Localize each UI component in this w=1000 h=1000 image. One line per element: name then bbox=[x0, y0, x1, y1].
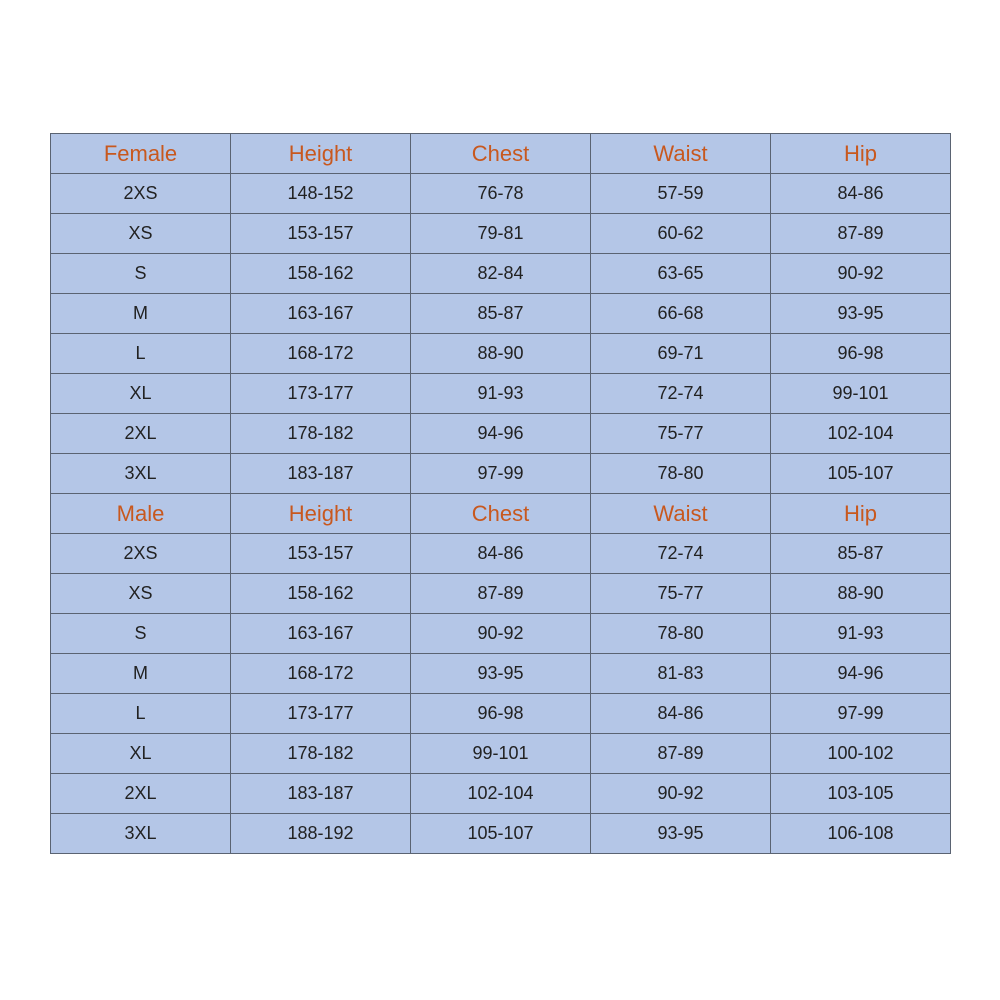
size-label-cell: 2XL bbox=[51, 414, 231, 454]
size-label-cell: 3XL bbox=[51, 454, 231, 494]
column-header: Chest bbox=[411, 134, 591, 174]
measurement-cell: 178-182 bbox=[231, 414, 411, 454]
measurement-cell: 88-90 bbox=[771, 574, 951, 614]
measurement-cell: 91-93 bbox=[771, 614, 951, 654]
measurement-cell: 158-162 bbox=[231, 574, 411, 614]
measurement-cell: 88-90 bbox=[411, 334, 591, 374]
measurement-cell: 90-92 bbox=[771, 254, 951, 294]
measurement-cell: 105-107 bbox=[411, 814, 591, 854]
size-label-cell: L bbox=[51, 334, 231, 374]
measurement-cell: 96-98 bbox=[771, 334, 951, 374]
table-row bbox=[51, 214, 951, 254]
measurement-cell: 102-104 bbox=[411, 774, 591, 814]
measurement-cell: 78-80 bbox=[591, 614, 771, 654]
measurement-cell: 93-95 bbox=[411, 654, 591, 694]
measurement-cell: 90-92 bbox=[411, 614, 591, 654]
measurement-cell: 60-62 bbox=[591, 214, 771, 254]
measurement-cell: 148-152 bbox=[231, 174, 411, 214]
column-header: Height bbox=[231, 494, 411, 534]
measurement-cell: 72-74 bbox=[591, 534, 771, 574]
table-row bbox=[51, 694, 951, 734]
measurement-cell: 178-182 bbox=[231, 734, 411, 774]
column-header: Waist bbox=[591, 134, 771, 174]
size-label-cell: M bbox=[51, 654, 231, 694]
column-header: Waist bbox=[591, 494, 771, 534]
size-label-cell: S bbox=[51, 614, 231, 654]
measurement-cell: 105-107 bbox=[771, 454, 951, 494]
measurement-cell: 158-162 bbox=[231, 254, 411, 294]
measurement-cell: 63-65 bbox=[591, 254, 771, 294]
measurement-cell: 57-59 bbox=[591, 174, 771, 214]
table-row bbox=[51, 454, 951, 494]
measurement-cell: 97-99 bbox=[771, 694, 951, 734]
measurement-cell: 168-172 bbox=[231, 334, 411, 374]
size-label-cell: 3XL bbox=[51, 814, 231, 854]
size-label-cell: 2XS bbox=[51, 174, 231, 214]
measurement-cell: 87-89 bbox=[591, 734, 771, 774]
table-row bbox=[51, 414, 951, 454]
size-label-cell: L bbox=[51, 694, 231, 734]
measurement-cell: 84-86 bbox=[411, 534, 591, 574]
measurement-cell: 72-74 bbox=[591, 374, 771, 414]
table-row bbox=[51, 734, 951, 774]
table-row bbox=[51, 574, 951, 614]
measurement-cell: 99-101 bbox=[411, 734, 591, 774]
size-label-cell: 2XL bbox=[51, 774, 231, 814]
column-header: Chest bbox=[411, 494, 591, 534]
column-header: Height bbox=[231, 134, 411, 174]
measurement-cell: 91-93 bbox=[411, 374, 591, 414]
measurement-cell: 87-89 bbox=[771, 214, 951, 254]
measurement-cell: 94-96 bbox=[771, 654, 951, 694]
measurement-cell: 75-77 bbox=[591, 414, 771, 454]
table-row bbox=[51, 174, 951, 214]
column-header: Male bbox=[51, 494, 231, 534]
measurement-cell: 66-68 bbox=[591, 294, 771, 334]
measurement-cell: 94-96 bbox=[411, 414, 591, 454]
measurement-cell: 106-108 bbox=[771, 814, 951, 854]
column-header: Hip bbox=[771, 494, 951, 534]
table-row bbox=[51, 774, 951, 814]
measurement-cell: 82-84 bbox=[411, 254, 591, 294]
measurement-cell: 90-92 bbox=[591, 774, 771, 814]
male-header-row bbox=[51, 494, 951, 534]
measurement-cell: 100-102 bbox=[771, 734, 951, 774]
measurement-cell: 81-83 bbox=[591, 654, 771, 694]
measurement-cell: 183-187 bbox=[231, 454, 411, 494]
female-header-row bbox=[51, 134, 951, 174]
measurement-cell: 75-77 bbox=[591, 574, 771, 614]
size-label-cell: M bbox=[51, 294, 231, 334]
size-label-cell: XL bbox=[51, 734, 231, 774]
measurement-cell: 76-78 bbox=[411, 174, 591, 214]
size-label-cell: XS bbox=[51, 214, 231, 254]
measurement-cell: 79-81 bbox=[411, 214, 591, 254]
measurement-cell: 103-105 bbox=[771, 774, 951, 814]
table-row bbox=[51, 374, 951, 414]
column-header: Hip bbox=[771, 134, 951, 174]
table-row bbox=[51, 614, 951, 654]
measurement-cell: 102-104 bbox=[771, 414, 951, 454]
measurement-cell: 163-167 bbox=[231, 614, 411, 654]
measurement-cell: 97-99 bbox=[411, 454, 591, 494]
measurement-cell: 85-87 bbox=[411, 294, 591, 334]
table-row bbox=[51, 654, 951, 694]
table-row bbox=[51, 334, 951, 374]
size-chart-table bbox=[50, 133, 951, 854]
size-label-cell: 2XS bbox=[51, 534, 231, 574]
size-label-cell: XL bbox=[51, 374, 231, 414]
table-row bbox=[51, 254, 951, 294]
measurement-cell: 99-101 bbox=[771, 374, 951, 414]
size-label-cell: S bbox=[51, 254, 231, 294]
measurement-cell: 163-167 bbox=[231, 294, 411, 334]
column-header: Female bbox=[51, 134, 231, 174]
measurement-cell: 153-157 bbox=[231, 214, 411, 254]
measurement-cell: 93-95 bbox=[591, 814, 771, 854]
size-label-cell: XS bbox=[51, 574, 231, 614]
table-row bbox=[51, 814, 951, 854]
measurement-cell: 183-187 bbox=[231, 774, 411, 814]
size-chart-body bbox=[51, 134, 951, 854]
measurement-cell: 84-86 bbox=[591, 694, 771, 734]
measurement-cell: 153-157 bbox=[231, 534, 411, 574]
table-row bbox=[51, 534, 951, 574]
measurement-cell: 173-177 bbox=[231, 694, 411, 734]
measurement-cell: 87-89 bbox=[411, 574, 591, 614]
measurement-cell: 69-71 bbox=[591, 334, 771, 374]
measurement-cell: 96-98 bbox=[411, 694, 591, 734]
measurement-cell: 84-86 bbox=[771, 174, 951, 214]
measurement-cell: 85-87 bbox=[771, 534, 951, 574]
table-row bbox=[51, 294, 951, 334]
measurement-cell: 93-95 bbox=[771, 294, 951, 334]
measurement-cell: 168-172 bbox=[231, 654, 411, 694]
measurement-cell: 188-192 bbox=[231, 814, 411, 854]
measurement-cell: 78-80 bbox=[591, 454, 771, 494]
measurement-cell: 173-177 bbox=[231, 374, 411, 414]
